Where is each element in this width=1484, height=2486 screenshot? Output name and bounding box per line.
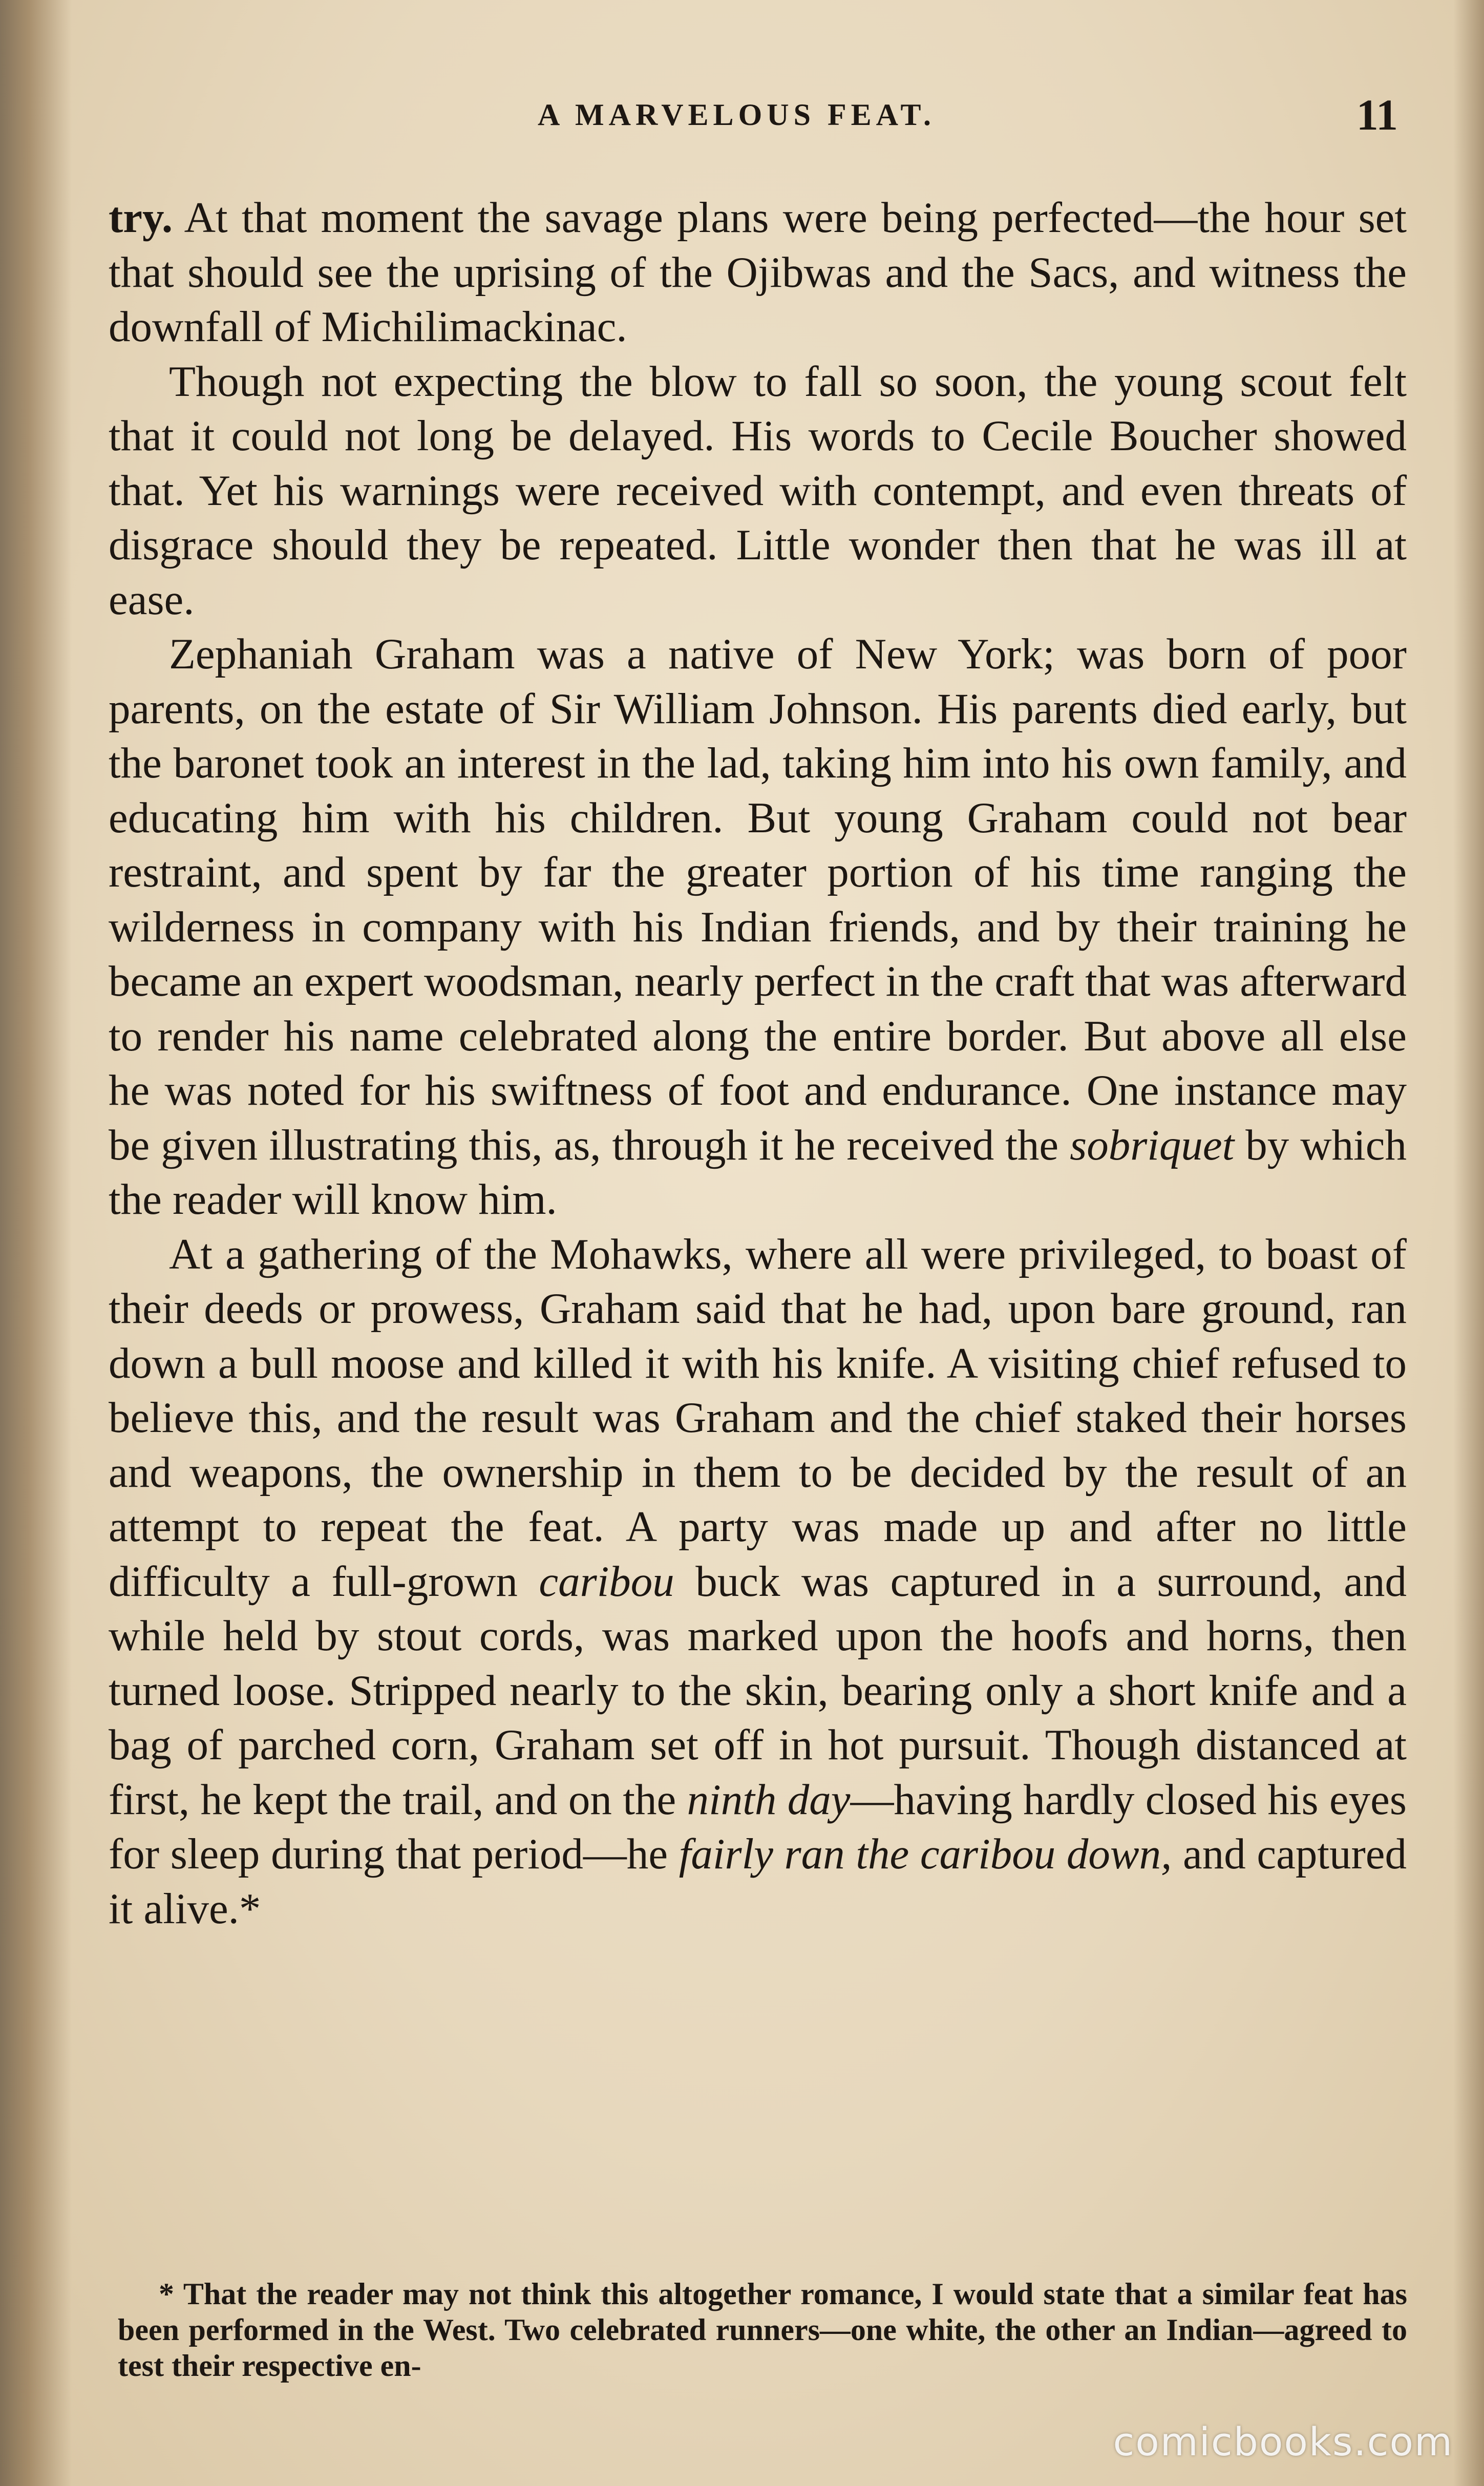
paragraph-4 xyxy=(109,1227,1407,1936)
paragraph-3 xyxy=(109,627,1407,1227)
italic-ran-down: fairly ran the caribou down, xyxy=(679,1830,1172,1878)
paragraph-4-text-c: —having hardly closed his eyes for sleep during that period—he xyxy=(109,1775,1407,1878)
paragraph-2-text: Though not expecting the blow to fall so soon, the young scout felt that it could not long be delayed. His words to Cecile Boucher showed that. Yet his warnings were received with contempt, and even threats of disgrace should they be repeated. Little wonder then that he was ill at ease. xyxy=(109,357,1407,624)
italic-ninth-day: ninth day xyxy=(687,1775,851,1824)
paragraph-1-text: At that moment the savage plans were being perfected—the hour set that should see the uprising of the Ojibwas and the Sacs, and witness the downfall of Michilimackinac. xyxy=(109,194,1407,351)
paragraph-4-text-b: buck was captured in a surround, and while held by stout cords, was marked upon the hoofs and horns, then turned loose. Stripped nearly to the skin, bearing only a short knife and a bag of parched corn, Graham set off in hot pursuit. Though distanced at first, he kept the trail, and on the xyxy=(109,1557,1407,1824)
watermark: comicbooks.com xyxy=(1113,2419,1453,2464)
paragraph-4-text-a: At a gathering of the Mohawks, where all were privileged, to boast of their deeds or prowess, Graham said that he had, upon bare ground, ran down a bull moose and killed it with his knife. A visiting chief refused to believe this, and the result was Graham and the chief staked their horses and weapons, the ownership in them to be decided by the result of an attempt to repeat the feat. A party was made up and after no little difficulty a full-grown xyxy=(109,1230,1407,1606)
italic-sobriquet: sobriquet xyxy=(1070,1121,1235,1169)
page-edge-shadow xyxy=(1453,0,1484,2486)
running-head: A MARVELOUS FEAT. xyxy=(538,98,936,132)
body-text xyxy=(109,191,1407,1936)
page-header xyxy=(108,87,1398,143)
page-number: 11 xyxy=(1356,90,1398,139)
paragraph-2 xyxy=(109,354,1407,627)
lead-word: try. xyxy=(109,194,173,242)
paragraph-3-text-a: Zephaniah Graham was a native of New York; was born of poor parents, on the estate of Sir William Johnson. His parents died early, but the baronet took an interest in the lad, taking him into his own family, and educating him with his children. But young Graham could not bear restraint, and spent by far the greater portion of his time ranging the wilderness in company with his Indian friends, and by their training he became an expert woodsman, nearly perfect in the craft that was afterward to render his name celebrated along the entire border. But above all else he was noted for his swiftness of foot and endurance. One instance may be given illustrating this, as, through it he received the xyxy=(109,630,1407,1169)
paragraph-1 xyxy=(109,191,1407,354)
page-binding-shadow xyxy=(0,0,72,2486)
paragraph-4-text-d: and captured it alive.* xyxy=(109,1830,1407,1933)
paragraph-3-text-b: by which the reader will know him. xyxy=(109,1121,1407,1224)
italic-caribou: caribou xyxy=(539,1557,674,1606)
footnote: * That the reader may not think this altogether romance, I would state that a similar feat has been performed in the West. Two celebrated runners—one white, the other an Indian—agreed to test their respective en- xyxy=(118,2277,1407,2383)
